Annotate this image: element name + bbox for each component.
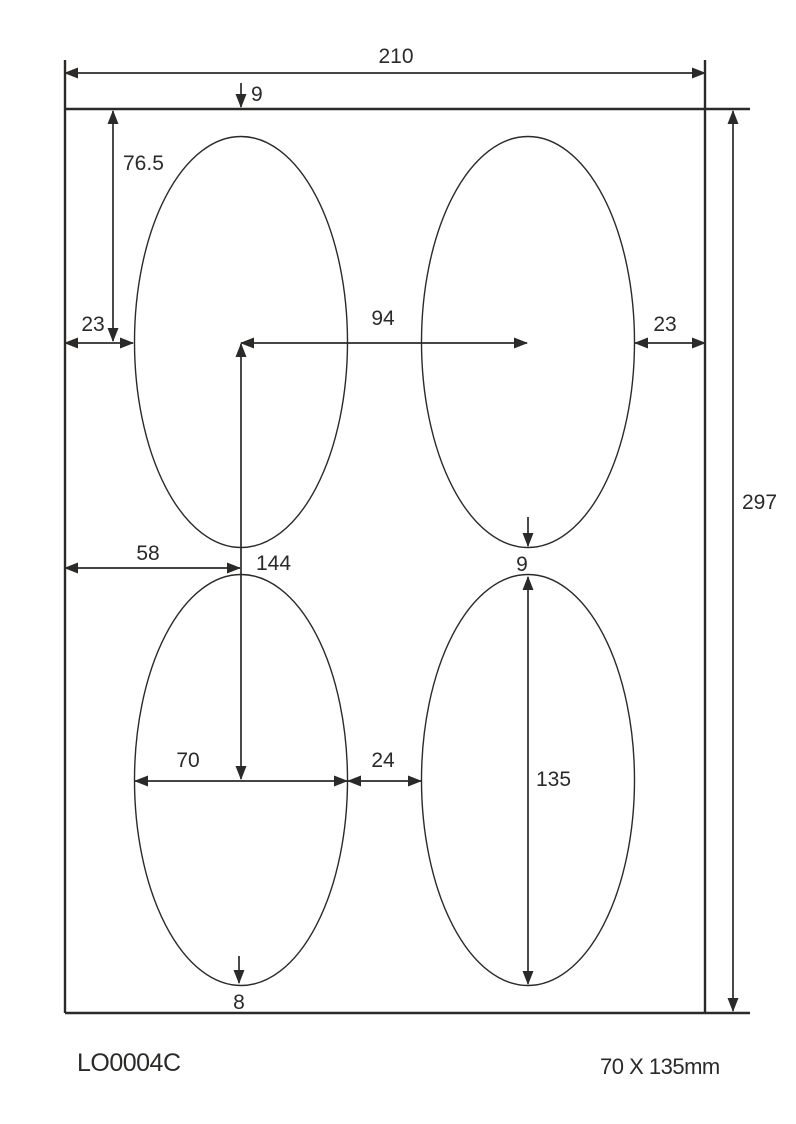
bottom-margin-8-value: 8: [233, 991, 245, 1014]
label-size-label: 70 X 135mm: [600, 1054, 720, 1079]
sheet-height-297-value: 297: [742, 491, 778, 514]
top-margin-9-value: 9: [251, 83, 263, 106]
oval-label-top-right: [422, 137, 635, 548]
first-row-center-76-5-value: 76.5: [123, 152, 164, 175]
first-column-center-58-value: 58: [136, 542, 160, 565]
product-code-label: LO0004C: [77, 1049, 181, 1077]
row-pitch-144-value: 144: [256, 552, 292, 575]
label-height-135-value: 135: [536, 768, 572, 791]
sheet-width-210-value: 210: [378, 45, 414, 68]
left-margin-23-value: 23: [81, 313, 105, 336]
right-margin-23-value: 23: [653, 313, 677, 336]
column-gap-24-value: 24: [371, 749, 395, 772]
column-pitch-94-value: 94: [371, 307, 395, 330]
label-width-70-value: 70: [176, 749, 200, 772]
row-gap-9-value: 9: [516, 553, 528, 576]
